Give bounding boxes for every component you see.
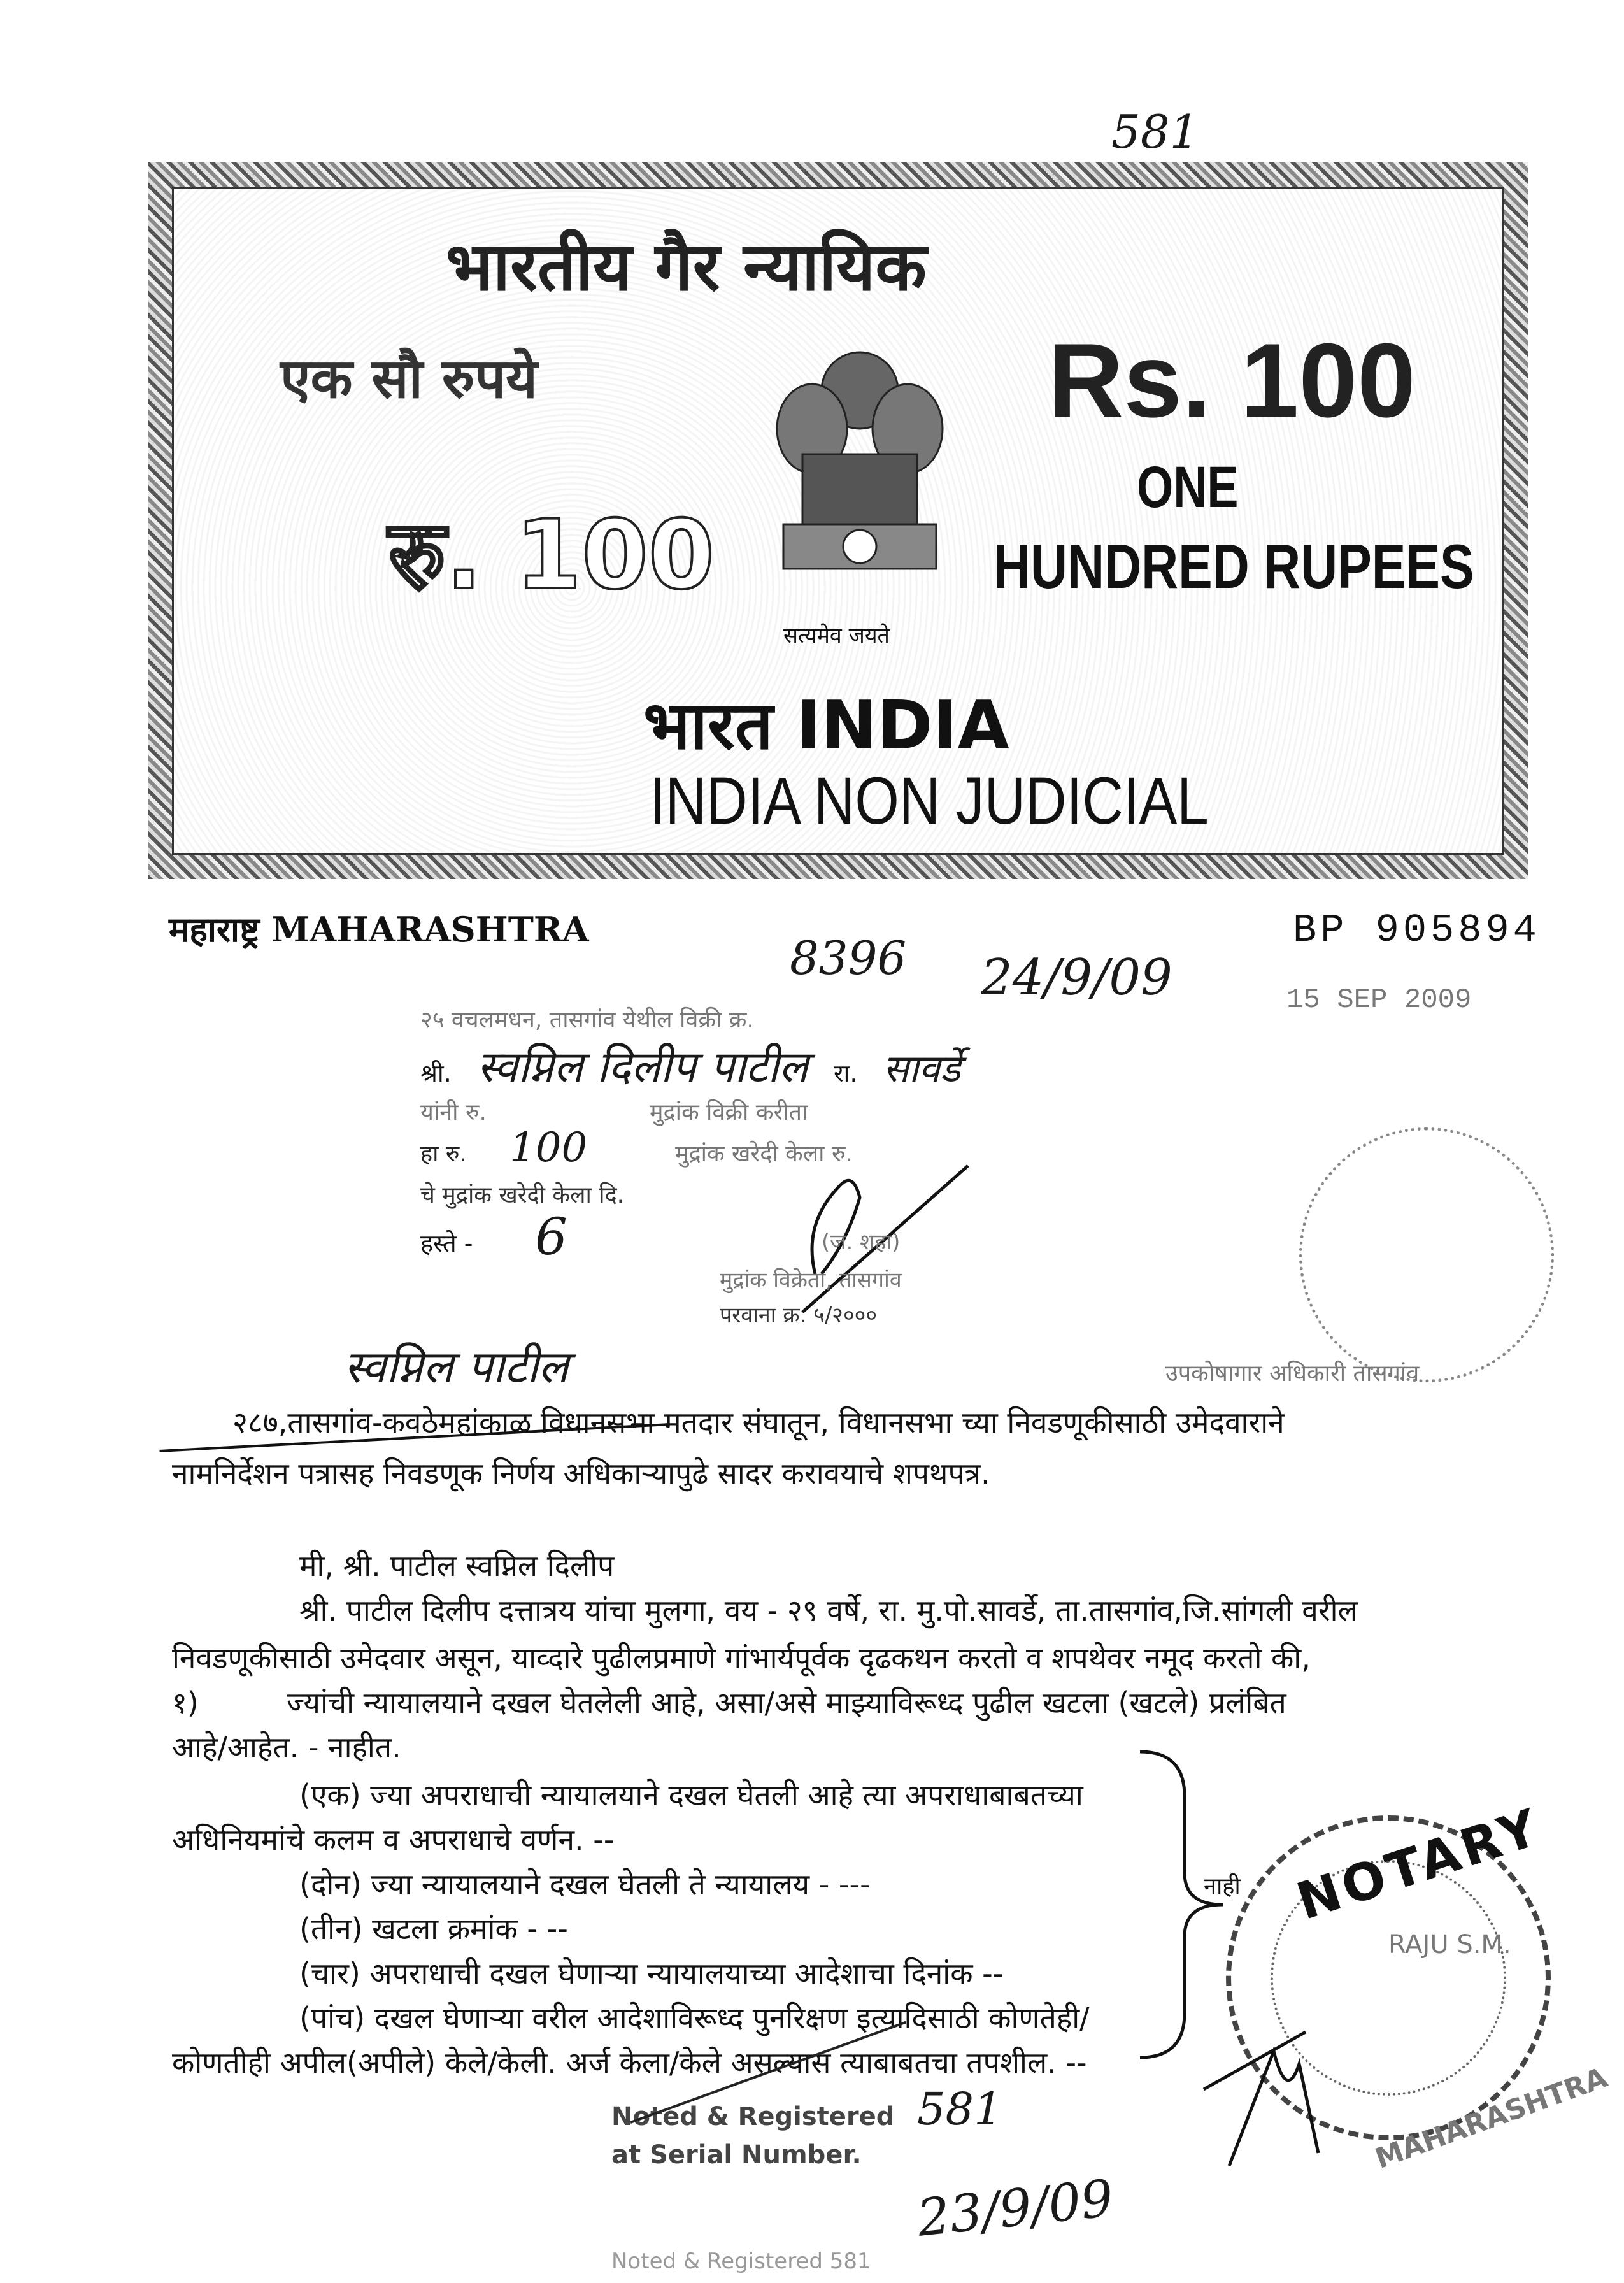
notary-stamp-state: MAHARASHTRA [1371,2061,1612,2175]
vendor-hand-date: 24/9/09 [981,949,1172,1006]
vendor-line6-label: हस्ते - [420,1229,473,1257]
purchaser-signature: स्वप्निल पाटील [344,1341,569,1393]
treasury-seal [1299,1127,1554,1382]
vendor-title: (ज. शहा) [822,1229,901,1255]
item1-number: १) [172,1685,199,1720]
treasury-note: उपकोषागार अधिकारी तासगांव [1165,1361,1420,1387]
serial-number: BP 905894 [1293,908,1541,953]
item1-line2: आहे/आहेत. - नाहीत. [172,1730,401,1764]
page-number: 581 [1111,105,1199,159]
vendor-line2 [420,1035,960,1094]
vendor-line3-right: मुद्रांक विक्री करीता [650,1099,808,1126]
bracket-note: नाही [1204,1873,1241,1900]
sub-item: (एक) ज्या अपराधाची न्यायालयाने दखल घेतली आहे त्या अपराधाबाबतच्या [299,1778,1083,1812]
amount-hi: रु. 100 [388,500,715,611]
heading-line1: २८७,तासगांव-कवठेमहांकाळ विधानसभा मतदार संघातून, विधानसभा च्या निवडणूकीसाठी उमेदवाराने [232,1405,1285,1440]
footer-faint: Noted & Registered 581 [611,2249,871,2274]
ashoka-emblem-icon [767,340,952,607]
vendor-line4-right: मुद्रांक खरेदी केला रु. [675,1141,853,1167]
para-line1: श्री. पाटील दिलीप दत्तात्रय यांचा मुलगा, वय - २९ वर्षे, रा. मु.पो.सावर्डे, ता.तासगांव,जि.सांगली वरील [299,1593,1358,1628]
sub-item: (चार) अपराधाची दखल घेणाऱ्या न्यायालयाच्या आदेशाचा दिनांक -- [299,1956,1004,1991]
para-line2: निवडणूकीसाठी उमेदवार असून, याव्दारे पुढीलप्रमाणे गांभार्यपूर्वक दृढकथन करतो व शपथेवर नमूद करतो की, [172,1641,1311,1675]
amount-words: एक सौ रुपये [280,347,538,411]
vendor-line4-label: हा रु. [420,1141,467,1167]
purchaser-place-hand: सावर्डे [883,1047,961,1091]
vendor-license: परवाना क्र. ५/२००० [720,1303,877,1328]
registered-line2: at Serial Number. [611,2140,862,2170]
registered-line1: Noted & Registered [611,2102,895,2131]
vendor-line3: यांनी रु. [420,1099,487,1126]
registered-date-hand: 23/9/09 [914,2168,1116,2248]
bharat-india: भारत INDIA [643,687,1009,764]
sub-item: (पांच) दखल घेणाऱ्या वरील आदेशाविरूध्द पुनरिक्षण इत्यादिसाठी कोणतेही/ [299,2001,1090,2035]
date-stamp: 15 SEP 2009 [1286,984,1472,1016]
stamp-hundred-rupees: HUNDRED RUPEES [994,531,1474,601]
motto: सत्यमेव जयते [783,623,890,648]
stamp-one: ONE [1137,455,1239,520]
vendor-line5: चे मुद्रांक खरेदी केला दि. [420,1182,625,1208]
amount-hand: 100 [509,1124,588,1171]
sub-item: (दोन) ज्या न्यायालयाने दखल घेतली ते न्यायालय - --- [299,1867,871,1901]
item1-line1: ज्यांची न्यायालयाने दखल घेतलेली आहे, असा/असे माझ्याविरूध्द पुढील खटला (खटले) प्रलंबित [287,1685,1286,1720]
purchaser-name-hand: स्वप्निल दिलीप पाटील [476,1042,809,1092]
vendor-line2-suffix: रा. [834,1059,858,1087]
vendor-hand-6: 6 [535,1207,567,1266]
vendor-line2-label: श्री. [420,1059,452,1087]
notary-stamp-name: RAJU S.M. [1388,1930,1511,1959]
vendor-line1: २५ वचलमधन, तासगांव येथील विक्री क्र. [420,1007,754,1033]
vendor-role: मुद्रांक विक्रेता, तासगांव [720,1268,902,1293]
india-non-judicial: INDIA NON JUDICIAL [650,764,1209,838]
sub-item: (तीन) खटला क्रमांक - -- [299,1912,568,1946]
notary-stamp-text: NOTARY [1290,1797,1549,1931]
stamp-title: भारतीय गैर न्यायिक [446,228,927,306]
heading-line2: नामनिर्देशन पत्रासह निवडणूक निर्णय अधिकाऱ्यापुढे सादर करावयाचे शपथपत्र. [172,1456,990,1491]
vendor-hand-number: 8396 [790,931,907,985]
amount-en: Rs. 100 [1048,322,1416,439]
sub-item: कोणतीही अपील(अपीले) केले/केली. अर्ज केला/केले असल्यास त्याबाबतचा तपशील. -- [172,2045,1087,2080]
stamp-paper [148,162,1528,879]
notary-signature-icon [1191,2026,1357,2181]
state-label: महाराष्ट्र MAHARASHTRA [169,909,589,950]
declarant: मी, श्री. पाटील स्वप्निल दिलीप [299,1549,615,1583]
sub-item: अधिनियमांचे कलम व अपराधाचे वर्णन. -- [172,1822,615,1857]
registered-number-hand: 581 [917,2083,1002,2135]
